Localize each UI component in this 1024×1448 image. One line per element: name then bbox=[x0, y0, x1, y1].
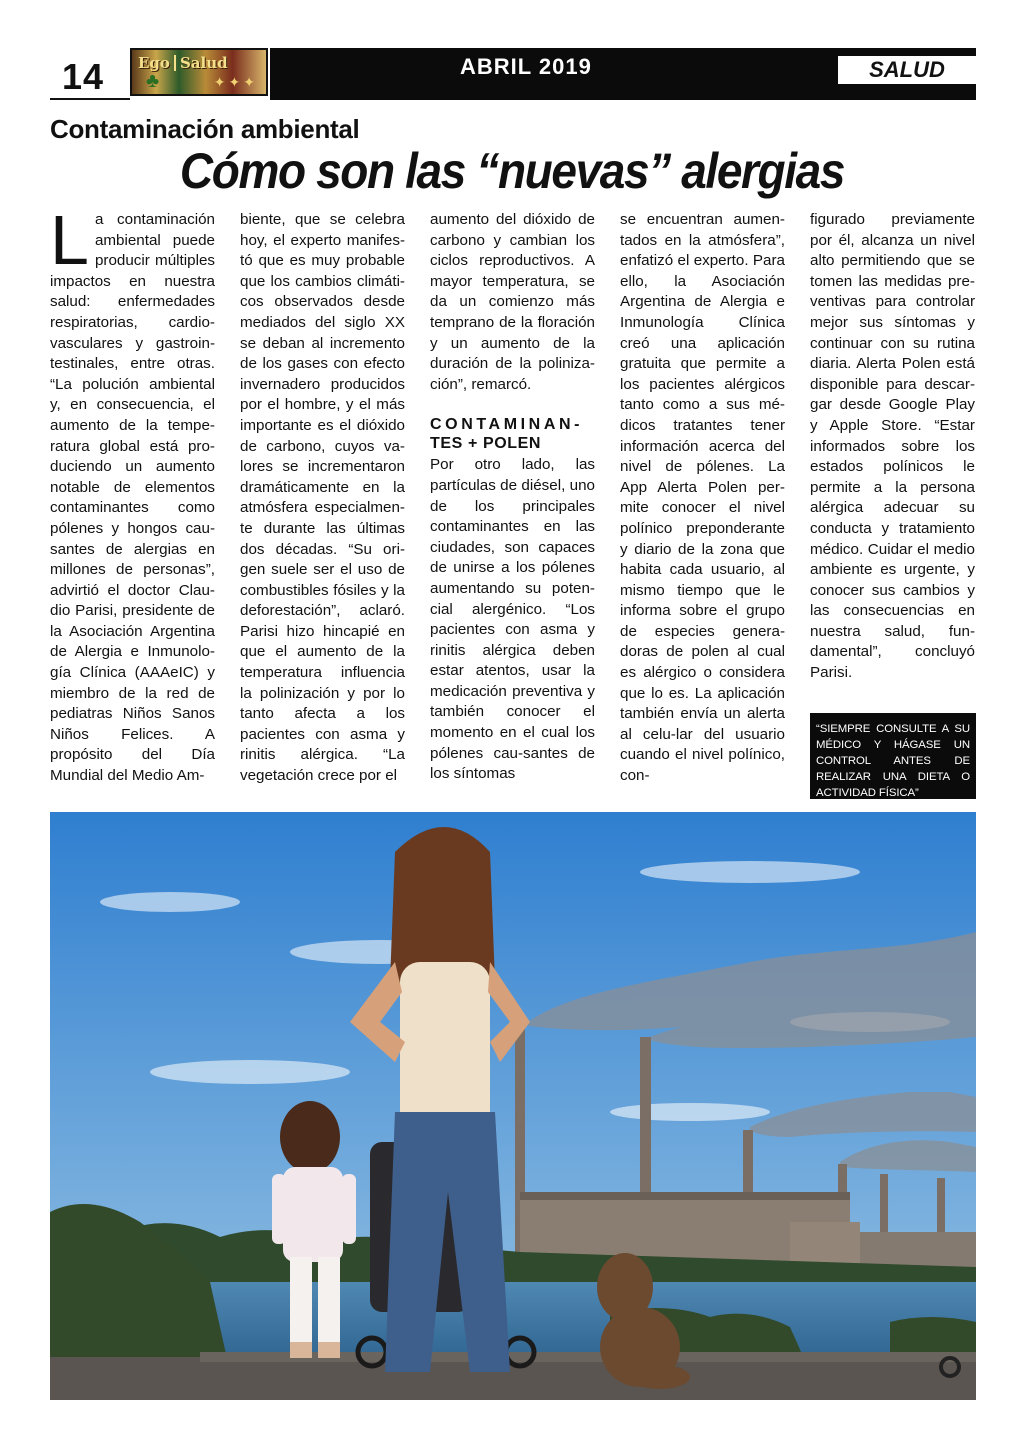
logo-text-right: Salud bbox=[179, 54, 228, 72]
logo-text-left: Ego bbox=[138, 54, 170, 72]
logo-separator bbox=[174, 55, 176, 71]
page-number: 14 bbox=[62, 56, 105, 97]
article-kicker: Contaminación ambiental bbox=[50, 114, 360, 144]
article-column-1 bbox=[50, 201, 215, 787]
column-3-text-a: aumento del dióxido de carbono y cambian los ciclos reproductivos. A mayor temperatura, se da un comienzo más temprano de la floración y un aumento de la duración de la poliniza-ción”, remarcó. bbox=[430, 211, 595, 393]
publication-logo bbox=[130, 48, 268, 96]
column-4-text: se encuentran aumen-tados en la atmósfera”, enfatizó el experto. Para ello, la Asociación Argentina de Alergia e Inmunología Clínica creó una aplicación gratuita que permite a los pacientes alérgicos tanto como a sus mé-dicos tratantes tener información acerca del nivel de pólenes. La App Alerta Polen per-mite conocer el nivel polínico preponderante y diario de la zona que habita cada usuario, al mismo tiempo que le informa sobre el grupo de especies genera-doras de polen al cual es alérgico o considera que lo es. La aplicación también envía un alerta al celu-lar del usuario cuando el nivel polínico, con- bbox=[620, 211, 785, 785]
column-2-text: biente, que se celebra hoy, el experto manifes-tó que es muy probable que los cambios climáti-cos observados desde mediados del siglo XX se deban al incremento de los gases con efecto invernadero producidos por el hombre, y el más importante es el dióxido de carbono, cuyos va-lores se incrementaron dramáticamente en la atmósfera especialmen-te durante las últimas dos décadas. “Su ori-gen suele ser el uso de combustibles fósiles y la deforestación”, aclaró. Parisi hizo hincapié en que el aumento de la temperatura influencia la polinización y por lo tanto afecta a los pacientes con asma y rinitis alérgica. “La vegetación crece por el bbox=[240, 211, 405, 785]
callout-box: “SIEMPRE CONSULTE A SU MÉDICO Y HÁGASE UN CONTROL ANTES DE REALIZAR UNA DIETA O ACTIVIDAD FÍSICA” bbox=[810, 713, 976, 799]
subhead-line-1: CONTAMINAN- bbox=[430, 416, 584, 434]
column-3-text-b: Por otro lado, las partículas de diésel, uno de los principales contaminantes en las ciudades, son capaces de unirse a los pólenes aumentando su poten-cial alergénico. “Los pacientes con asma y rinitis alérgica deben estar atentos, usar la medicación preventiva y también conocer el momento en el cual los pólenes cau-santes de los síntomas bbox=[430, 456, 595, 783]
photo-illustration bbox=[50, 812, 976, 1400]
article-column-5 bbox=[810, 210, 975, 684]
issue-date: ABRIL 2019 bbox=[460, 54, 592, 79]
article-column-4 bbox=[620, 210, 785, 787]
article-column-2 bbox=[240, 210, 405, 787]
article-column-3 bbox=[430, 210, 595, 785]
page-header bbox=[50, 48, 976, 100]
header-bar bbox=[270, 48, 976, 100]
article-photo bbox=[50, 812, 976, 1400]
header-underline bbox=[50, 98, 130, 100]
decoration-icon: ✦✦✦ bbox=[213, 74, 258, 90]
column-1-text: a contaminación ambiental puede producir múltiples impactos en nuestra salud: enfermedades respiratorias, cardio-vasculares y gastroin-testinales, entre otras. “La polución ambiental y, en consecuencia, el aumento de la tempe-ratura global está pro-duciendo un aumento notable de elementos contaminantes como pólenes y hongos cau-santes de alergias en millones de personas”, advirtió el doctor Clau-dio Parisi, presidente de la Asociación Argentina de Alergia e Inmunolo-gía Clínica (AAAeIC) y miembro de la red de pediatras Niños Sanos Niños Felices. A propósito del Día Mundial del Medio Am- bbox=[50, 211, 215, 785]
drop-cap: L bbox=[50, 201, 89, 279]
section-label: SALUD bbox=[838, 56, 976, 84]
article-headline: Cómo son las “nuevas” alergias bbox=[179, 143, 845, 199]
column-5-text: figurado previamente por él, alcanza un nivel alto permitiendo que se tomen las medidas pre-ventivas para controlar mejor sus síntomas y continuar con su rutina diaria. Alerta Polen está disponible para descar-gar desde Google Play y Apple Store. “Estar informados sobre los estados polínicos le permite a la persona alérgica adecuar su conducta y tratamiento médico. Cuidar el medio ambiente es urgente, y conocer sus cambios y las consecuencias en nuestra salud, fun-damental”, concluyó Parisi. bbox=[810, 211, 975, 682]
subhead-line-2: TES + POLEN bbox=[430, 435, 542, 453]
tree-icon: ♣ bbox=[146, 70, 160, 92]
subhead bbox=[430, 415, 595, 453]
